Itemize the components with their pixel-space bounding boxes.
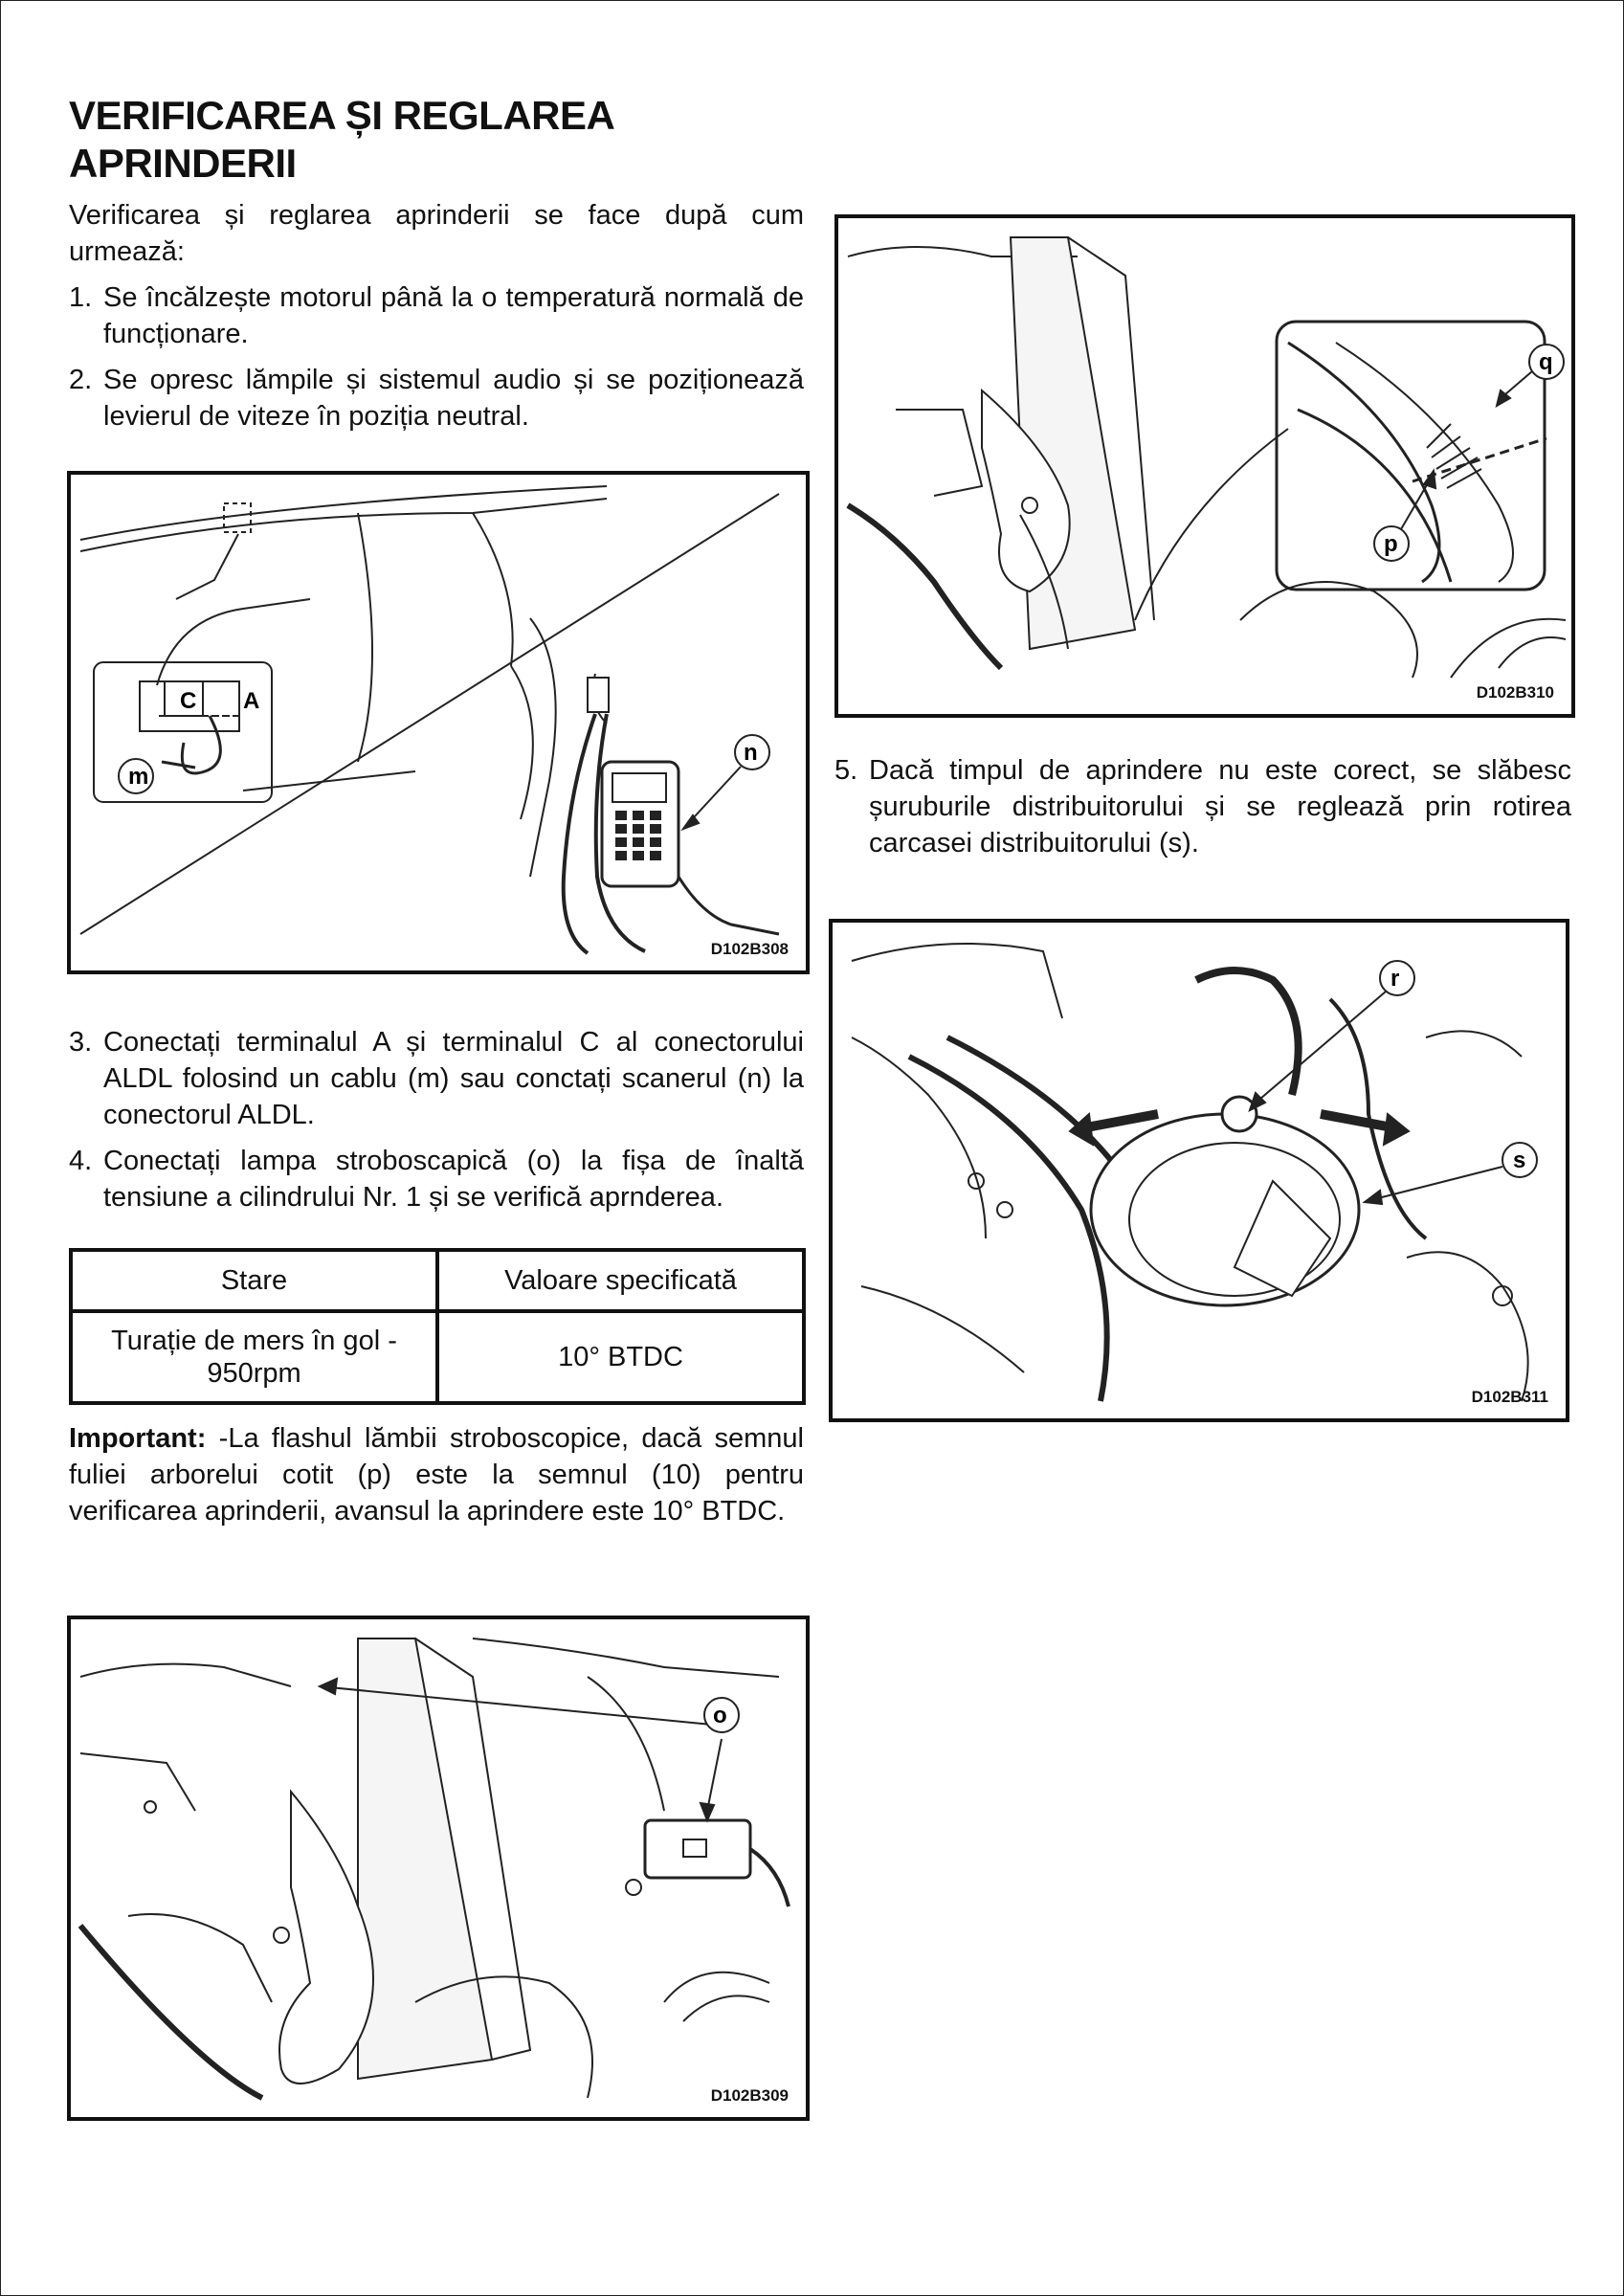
step-3: 3. Conectați terminalul A și terminalul C al conectorului ALDL folosind un cablu (m) sau conctați scanerul (n) la conectorul ALDL. (69, 1027, 804, 1130)
figure-d102b308 (67, 471, 810, 974)
steps-block-2 (69, 1024, 804, 1225)
figure-code: D102B311 (1471, 1388, 1548, 1406)
figure-code: D102B308 (710, 940, 789, 958)
spec-table (69, 1248, 806, 1405)
intro-paragraph: Verificarea și reglarea aprinderii se face după cum urmează: (69, 200, 804, 267)
label-o: o (713, 1703, 727, 1728)
label-m: m (128, 764, 149, 790)
spec-cell-state: Turație de mers în gol - 950rpm (71, 1311, 437, 1403)
spec-header-state: Stare (71, 1250, 437, 1311)
figure-d102b309 (67, 1616, 810, 2121)
aldl-connector-illustration (71, 475, 806, 970)
timing-mark-illustration (838, 218, 1571, 714)
important-text: -La flashul lămbii stroboscopice, dacă semnul fuliei arborelui cotit (p) este la semnul (10) pentru verificarea aprinderii, avansul la aprindere este 10° BTDC. (69, 1423, 804, 1527)
page-title: VERIFICAREA ȘI REGLAREA APRINDERII (69, 93, 613, 186)
steps-list-3 (834, 752, 1571, 861)
figure-d102b311 (829, 919, 1569, 1422)
label-p: p (1384, 531, 1398, 557)
step-1: 1. Se încălzește motorul până la o temperatură normală de funcționare. (69, 282, 804, 349)
left-column (69, 92, 804, 444)
figure-d102b310 (834, 214, 1575, 718)
steps-list-2 (69, 1024, 804, 1215)
important-note (69, 1420, 804, 1529)
step-4: 4. Conectați lampa stroboscapică (o) la fișa de înaltă tensiune a cilindrului Nr. 1 și se verifică aprnderea. (69, 1146, 804, 1213)
label-s: s (1513, 1148, 1526, 1173)
important-label: Important: (69, 1423, 207, 1454)
steps-list-1 (69, 279, 804, 435)
distributor-illustration (833, 923, 1566, 1418)
spec-table-header-row (71, 1250, 804, 1311)
label-n: n (744, 740, 758, 766)
strobe-lamp-illustration (71, 1619, 806, 2117)
step-5: 5. Dacă timpul de aprindere nu este corect, se slăbesc șuruburile distribuitorului și se reglează prin rotirea carcasei distribuitorului (s). (834, 755, 1571, 858)
spec-cell-value: 10° BTDC (437, 1311, 804, 1403)
label-a: A (243, 688, 260, 714)
spec-header-value: Valoare specificată (437, 1250, 804, 1311)
label-q: q (1539, 349, 1553, 375)
steps-block-3 (834, 752, 1571, 871)
label-r: r (1390, 966, 1400, 992)
table-row (71, 1311, 804, 1403)
figure-code: D102B310 (1476, 683, 1554, 702)
figure-code: D102B309 (710, 2086, 789, 2105)
step-2: 2. Se opresc lămpile și sistemul audio și se poziționează levierul de viteze în poziția neutral. (69, 365, 804, 432)
label-c: C (180, 688, 197, 714)
